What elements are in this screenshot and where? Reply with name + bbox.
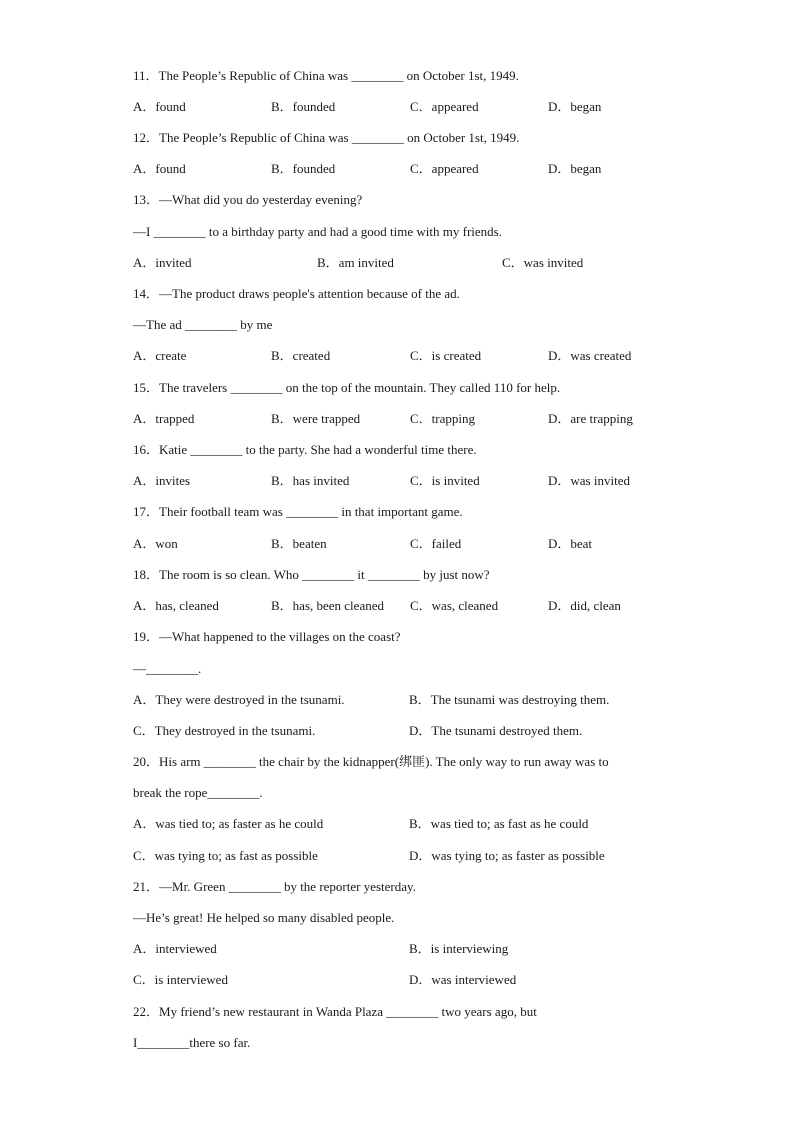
question-text: —He’s great! He helped so many disabled people. [133,910,395,925]
question-22-stem-line2 [133,1033,250,1053]
question-text: —The ad ________ by me [133,317,273,332]
question-text: —________. [133,661,202,676]
option-b[interactable]: B．was tied to; as fast as he could [409,816,589,831]
question-text: —What did you do yesterday evening? [159,192,363,207]
question-number: 13． [133,192,160,207]
option-a[interactable]: A．has, cleaned [133,598,219,613]
option-a[interactable]: A．won [133,536,178,551]
option-a[interactable]: A．They were destroyed in the tsunami. [133,692,345,707]
option-a[interactable]: A．interviewed [133,941,217,956]
question-text: The People’s Republic of China was ________ on October 1st, 1949. [159,130,520,145]
question-number: 16． [133,442,160,457]
option-c[interactable]: C．was invited [502,255,584,270]
option-c[interactable]: C．They destroyed in the tsunami. [133,723,316,738]
option-c[interactable]: C．was tying to; as fast as possible [133,848,318,863]
option-d[interactable]: D．The tsunami destroyed them. [409,723,583,738]
question-11-stem [133,66,519,86]
question-14-stem-line2 [133,315,272,335]
option-b[interactable]: B．created [271,348,331,363]
option-b[interactable]: B．founded [271,161,336,176]
question-12-stem [133,128,519,148]
option-c[interactable]: C．trapping [410,411,475,426]
question-13-stem-line2 [133,222,502,242]
question-number: 12． [133,130,160,145]
question-text: —The product draws people's attention because of the ad. [159,286,460,301]
option-d[interactable]: D．was invited [548,473,630,488]
option-c[interactable]: C．was, cleaned [410,598,499,613]
question-number: 11． [133,68,159,83]
question-text: break the rope________. [133,785,263,800]
option-a[interactable]: A．invited [133,255,192,270]
option-a[interactable]: A．invites [133,473,191,488]
option-a[interactable]: A．trapped [133,411,195,426]
option-d[interactable]: D．are trapping [548,411,633,426]
question-number: 21． [133,879,160,894]
question-21-stem [133,877,416,897]
option-c[interactable]: C．failed [410,536,462,551]
question-15-stem [133,378,560,398]
question-text: —I ________ to a birthday party and had a good time with my friends. [133,224,502,239]
question-number: 18． [133,567,160,582]
option-a[interactable]: A．was tied to; as faster as he could [133,816,324,831]
question-number: 14． [133,286,160,301]
option-c[interactable]: C．appeared [410,99,479,114]
question-number: 17． [133,504,160,519]
question-number: 15． [133,380,160,395]
option-a[interactable]: A．found [133,99,186,114]
option-b[interactable]: B．has invited [271,473,350,488]
question-number: 20． [133,754,160,769]
option-d[interactable]: D．did, clean [548,598,621,613]
option-c[interactable]: C．is interviewed [133,972,228,987]
option-d[interactable]: D．was interviewed [409,972,517,987]
question-text: Katie ________ to the party. She had a wonderful time there. [159,442,477,457]
option-b[interactable]: B．were trapped [271,411,361,426]
option-a[interactable]: A．found [133,161,186,176]
option-c[interactable]: C．is invited [410,473,480,488]
option-d[interactable]: D．began [548,161,602,176]
question-text: The travelers ________ on the top of the mountain. They called 110 for help. [159,380,561,395]
question-19-stem [133,627,401,647]
question-number: 19． [133,629,160,644]
option-d[interactable]: D．was tying to; as faster as possible [409,848,605,863]
option-b[interactable]: B．founded [271,99,336,114]
question-19-stem-line2 [133,659,201,679]
question-22-stem [133,1002,537,1022]
question-text: —What happened to the villages on the coast? [159,629,401,644]
question-text: The room is so clean. Who ________ it ________ by just now? [159,567,490,582]
option-b[interactable]: B．has, been cleaned [271,598,384,613]
question-14-stem [133,284,460,304]
question-text: His arm ________ the chair by the kidnapper(绑匪). The only way to run away was to [159,754,609,769]
option-b[interactable]: B．is interviewing [409,941,509,956]
question-text: My friend’s new restaurant in Wanda Plaza ________ two years ago, but [159,1004,537,1019]
option-c[interactable]: C．appeared [410,161,479,176]
question-13-stem [133,190,362,210]
question-21-stem-line2 [133,908,394,928]
option-b[interactable]: B．beaten [271,536,327,551]
option-d[interactable]: D．was created [548,348,632,363]
question-16-stem [133,440,477,460]
option-d[interactable]: D．began [548,99,602,114]
option-a[interactable]: A．create [133,348,187,363]
question-20-stem-line2 [133,783,263,803]
option-d[interactable]: D．beat [548,536,593,551]
question-number: 22． [133,1004,160,1019]
option-c[interactable]: C．is created [410,348,482,363]
option-b[interactable]: B．am invited [317,255,394,270]
question-text: The People’s Republic of China was ________ on October 1st, 1949. [158,68,519,83]
option-b[interactable]: B．The tsunami was destroying them. [409,692,610,707]
question-17-stem [133,502,463,522]
question-text: Their football team was ________ in that important game. [159,504,463,519]
question-text: —Mr. Green ________ by the reporter yesterday. [159,879,416,894]
question-text: I________there so far. [133,1035,251,1050]
question-20-stem [133,752,609,772]
question-18-stem [133,565,490,585]
